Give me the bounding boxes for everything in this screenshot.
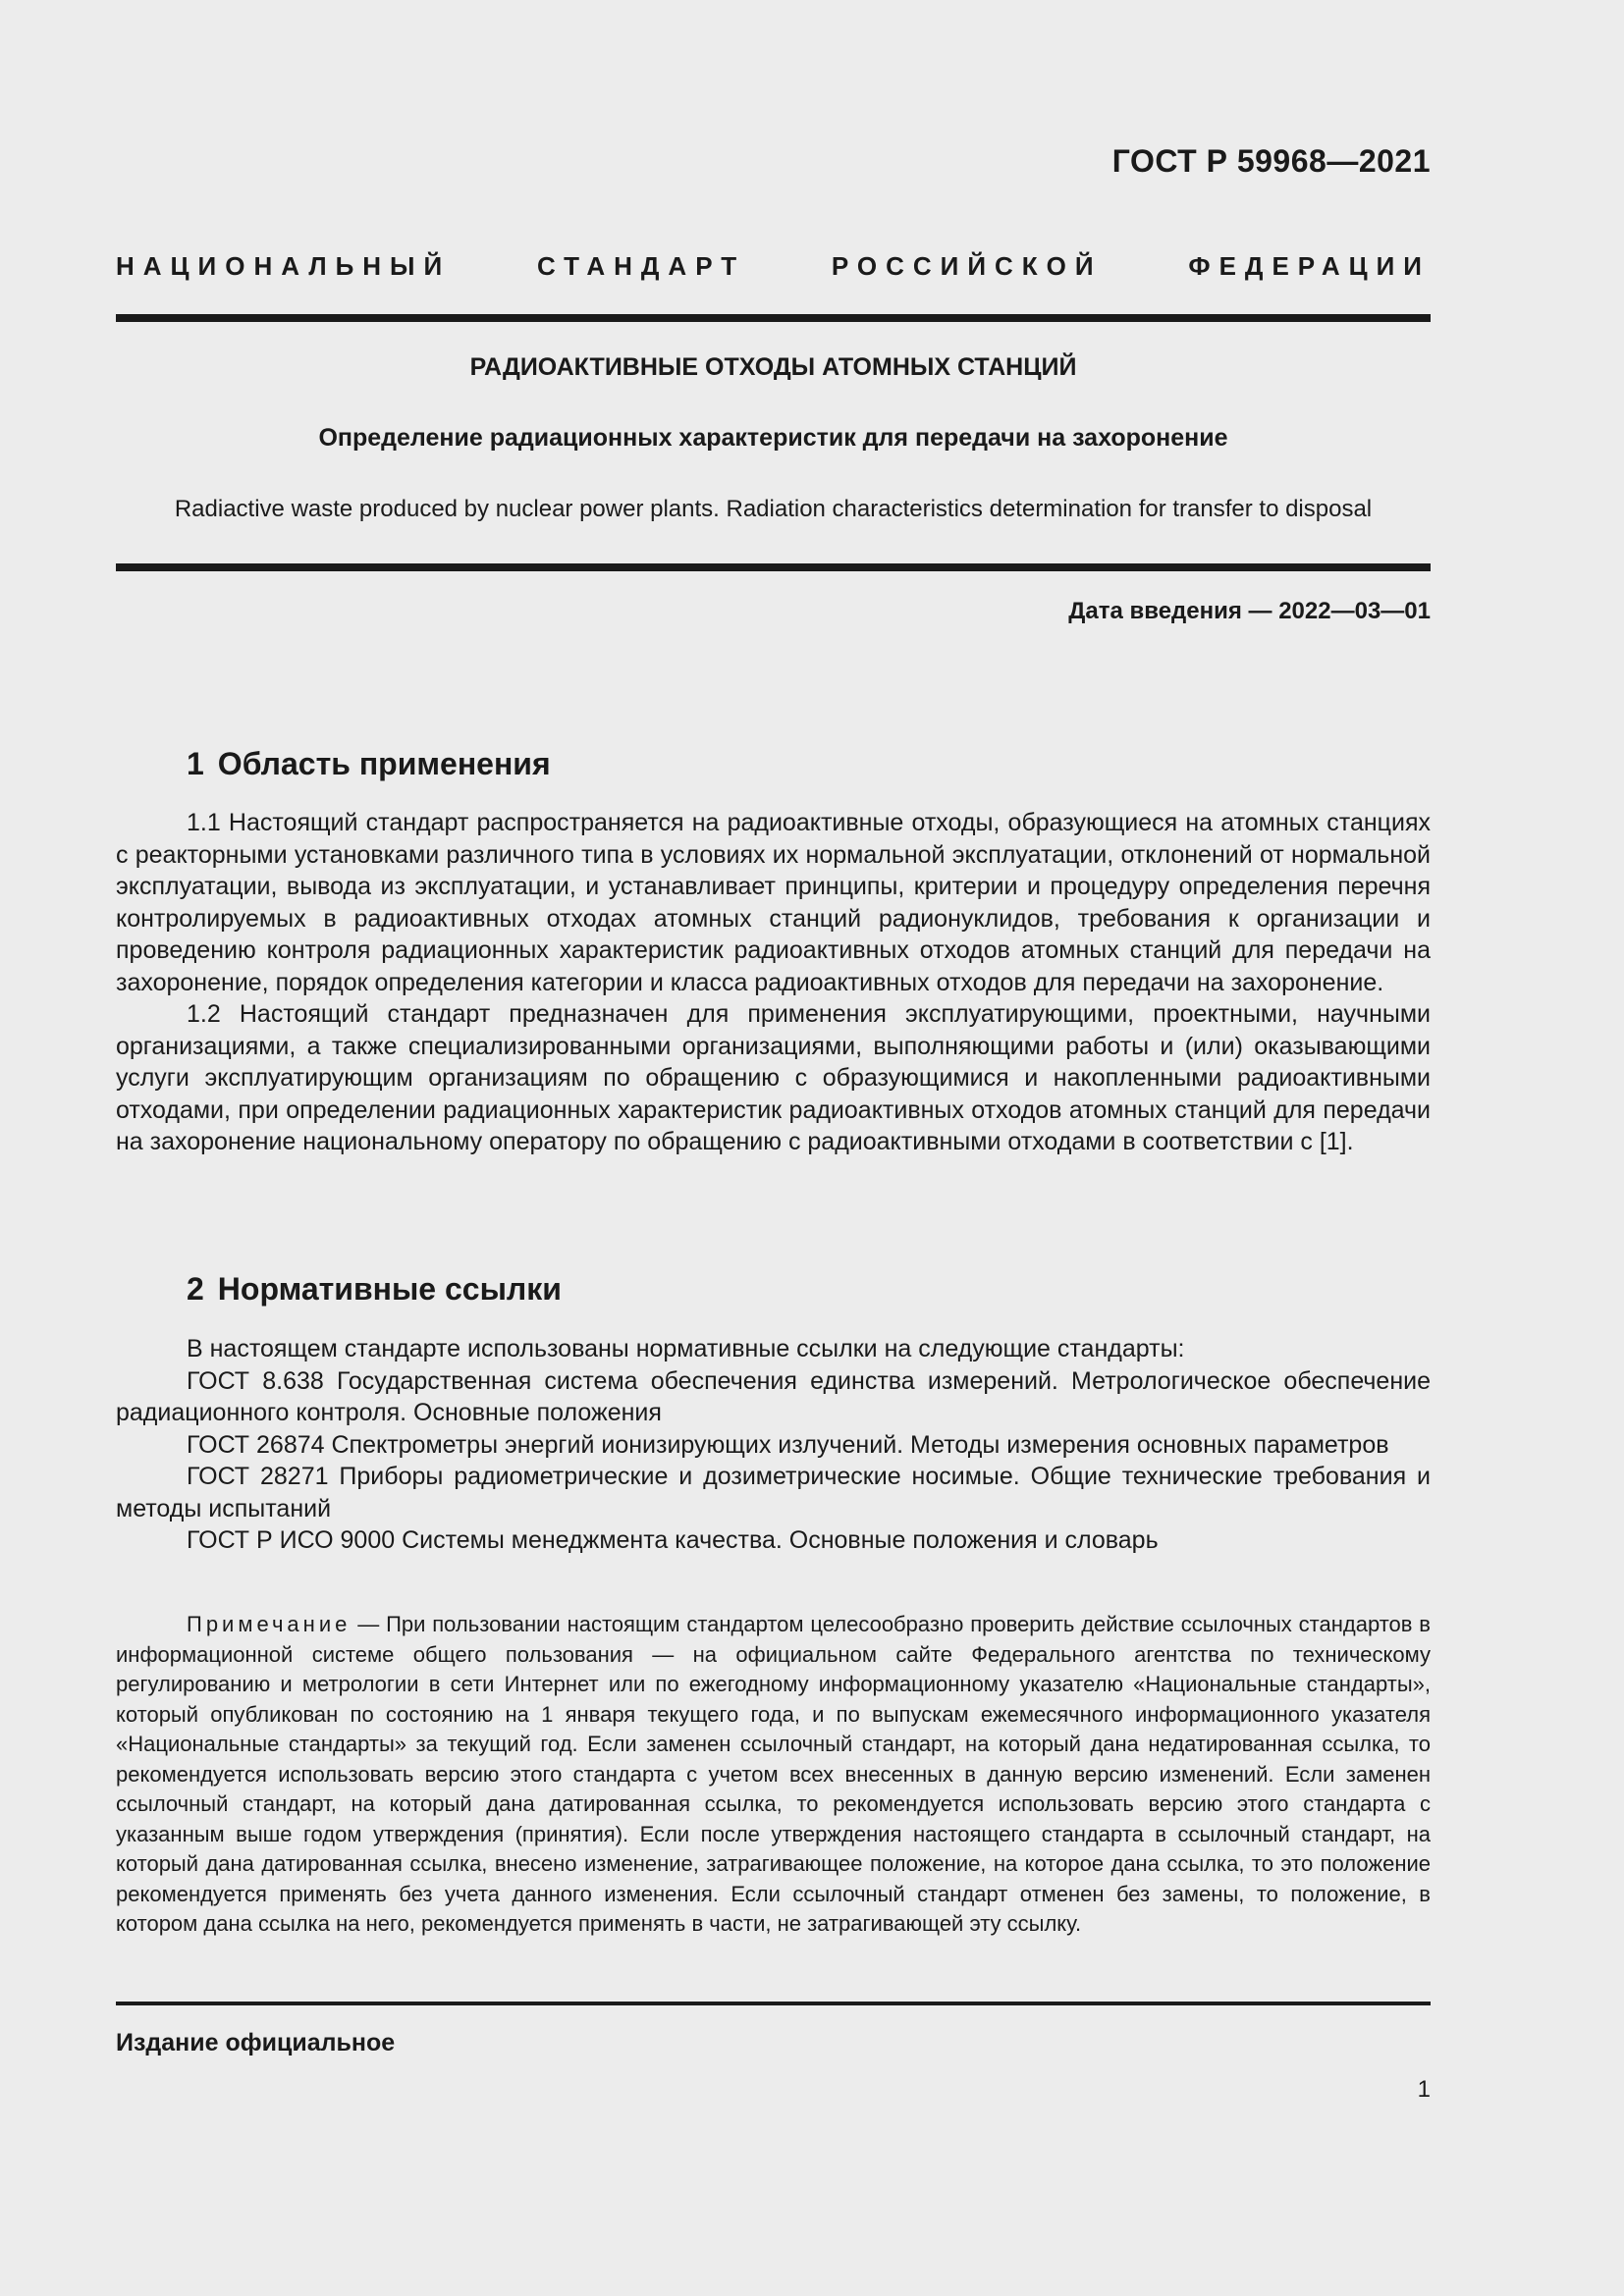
reference-item: ГОСТ Р ИСО 9000 Системы менеджмента качества. Основные положения и словарь	[187, 1526, 1159, 1554]
official-edition-label: Издание официальное	[116, 2029, 396, 2056]
references-intro: В настоящем стандарте использованы нормативные ссылки на следующие стандарты:	[187, 1335, 1185, 1362]
note-label: Примечание	[187, 1612, 352, 1636]
main-title: РАДИОАКТИВНЫЕ ОТХОДЫ АТОМНЫХ СТАНЦИЙ	[469, 353, 1077, 381]
paragraph-1-2: 1.2 Настоящий стандарт предназначен для применения эксплуатирующими, проектными, научными организациями, а также специализированными организациями, выполняющими работы и (или) оказывающими услуги эксплуатирующим организациям по обращению с образующимися и накопленными радиоактивными отходами, при определении радиационных характеристик радиоактивных отходов атомных станций для передачи на захоронение национальному оператору по обращению с радиоактивными отходами в соответствии с [1].	[116, 1000, 1431, 1155]
sub-title: Определение радиационных характеристик для передачи на захоронение	[318, 424, 1228, 452]
section-1-body	[116, 807, 1431, 1158]
english-title: Radiactive waste produced by nuclear power plants. Radiation characteristics determination for transfer to disposal	[174, 496, 1373, 522]
footer-rule	[116, 2002, 1431, 2005]
document-number: ГОСТ Р 59968—2021	[1111, 143, 1431, 179]
section-2-title: Нормативные ссылки	[217, 1271, 562, 1307]
paragraph-1-1: 1.1 Настоящий стандарт распространяется на радиоактивные отходы, образующиеся на атомных станциях с реакторными установками различного типа в условиях их нормальной эксплуатации, отклонений от нормальной эксплуатации, вывода из эксплуатации, и устанавливает принципы, критерии и процедуру определения перечня контролируемых в радиоактивных отходах атомных станций радионуклидов, требования к организации и проведению контроля радиационных характеристик радиоактивных отходов атомных станций для передачи на захоронение, порядок определения категории и класса радиоактивных отходов для передачи на захоронение.	[116, 809, 1431, 996]
normative-references	[116, 1333, 1431, 1557]
reference-item: ГОСТ 8.638 Государственная система обеспечения единства измерений. Метрологическое обеспечение радиационного контроля. Основные положения	[116, 1366, 1431, 1426]
section-1-title: Область применения	[217, 746, 551, 781]
section-2-number: 2	[187, 1271, 204, 1307]
note-text: — При пользовании настоящим стандартом целесообразно проверить действие ссылочных стандартов в информационной системе общего пользования — на официальном сайте Федерального агентства по техническому регулированию и метрологии в сети Интернет или по ежегодному информационному указателю «Национальные стандарты», который опубликован по состоянию на 1 января текущего года, и по выпускам ежемесячного информационного указателя «Национальные стандарты» за текущий год. Если заменен ссылочный стандарт, на который дана недатированная ссылка, то рекомендуется использовать версию этого стандарта с учетом всех внесенных в данную версию изменений. Если заменен ссылочный стандарт, на который дана датированная ссылка, то рекомендуется использовать версию этого стандарта с указанным выше годом утверждения (принятия). Если после утверждения настоящего стандарта в ссылочный стандарт, на который дана датированная ссылка, внесено изменение, затрагивающее положение, на которое дана ссылка, то это положение рекомендуется применять без учета данного изменения. Если ссылочный стандарт отменен без замены, то положение, в котором дана ссылка на него, рекомендуется применять в части, не затрагивающей эту ссылку.	[116, 1612, 1431, 1936]
header-rule-bottom	[116, 563, 1431, 571]
reference-item: ГОСТ 28271 Приборы радиометрические и дозиметрические носимые. Общие технические требования и методы испытаний	[116, 1463, 1431, 1522]
introduction-date: Дата введения — 2022—03—01	[1068, 598, 1431, 624]
references-note	[116, 1610, 1431, 1940]
national-standard-title: НАЦИОНАЛЬНЫЙ СТАНДАРТ РОССИЙСКОЙ ФЕДЕРАЦИИ	[116, 251, 1431, 281]
section-1-number: 1	[187, 746, 204, 781]
page-number: 1	[1417, 2076, 1431, 2103]
header-rule-top	[116, 314, 1431, 322]
section-1-heading	[187, 746, 551, 782]
section-2-heading	[187, 1271, 562, 1308]
reference-item: ГОСТ 26874 Спектрометры энергий ионизирующих излучений. Методы измерения основных параметров	[187, 1430, 1389, 1459]
